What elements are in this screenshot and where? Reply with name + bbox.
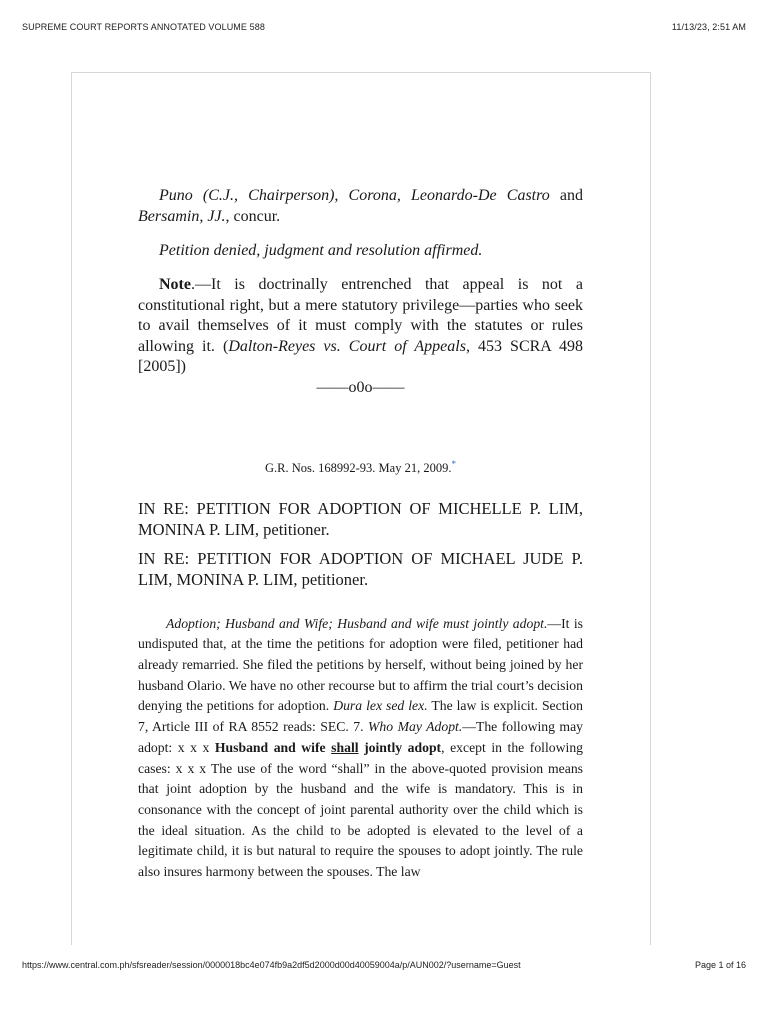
note-citation: Dalton-Reyes vs. Court of Appeals xyxy=(228,337,466,355)
note-label: Note xyxy=(159,276,191,293)
print-header-title: SUPREME COURT REPORTS ANNOTATED VOLUME 588 xyxy=(22,22,265,32)
case-caption-1: IN RE: PETITION FOR ADOPTION OF MICHELLE P. LIM, MONINA P. LIM, petitioner. xyxy=(138,498,583,539)
footnote-link[interactable]: * xyxy=(451,458,456,469)
section-separator: ——o0o—— xyxy=(316,378,405,396)
print-footer xyxy=(22,960,746,970)
print-header xyxy=(22,22,746,32)
syllabus-paragraph: Adoption; Husband and Wife; Husband and wife must jointly adopt.—It is undisputed that, at the time the petitions for adoption were filed, petitioner had already remarried. She filed the petitions by herself, without being joined by her husband Olario. We have no other recourse but to affirm the trial court’s decision denying the petitions for adoption. Dura lex sed lex. The law is explicit. Section 7, Article III of RA 8552 reads: SEC. 7. Who May Adopt.—The following may adopt: x x x Husband and wife shall jointly adopt, except in the following cases: x x x The use of the word “shall” in the above-quoted provision means that joint adoption by the husband and the wife is mandatory. This is in consonance with the concept of joint parental authority over the child which is the ideal situation. As the child to be adopted is elevated to the level of a legitimate child, it is but natural to require the spouses to adopt jointly. The rule also insures harmony between the spouses. The law xyxy=(138,615,584,880)
page-content xyxy=(138,185,583,883)
syllabus-topic: Adoption; Husband and Wife; Husband and wife must jointly adopt. xyxy=(166,615,548,631)
concurrence-paragraph: Puno (C.J., Chairperson), Corona, Leonardo-De Castro and Bersamin, JJ., concur. xyxy=(138,187,583,225)
gr-number: G.R. Nos. 168992-93. May 21, 2009.* xyxy=(265,458,456,475)
document-page xyxy=(71,72,651,945)
note-paragraph: Note.—It is doctrinally entrenched that appeal is not a constitutional right, but a mere statutory privilege—parties who seek to avail themselves of it must comply with the statutes or rules allowing it. (Dalton-Reyes vs. Court of Appeals, 453 SCRA 498 [2005]) xyxy=(138,276,584,375)
disposition: Petition denied, judgment and resolution affirmed. xyxy=(159,242,483,259)
print-footer-page-number: Page 1 of 16 xyxy=(694,960,746,970)
print-header-datetime: 11/13/23, 2:51 AM xyxy=(671,22,746,32)
case-caption-2: IN RE: PETITION FOR ADOPTION OF MICHAEL JUDE P. LIM, MONINA P. LIM, petitioner. xyxy=(138,548,583,589)
concur-justices-2: Bersamin, JJ. xyxy=(138,208,226,225)
print-footer-url: https://www.central.com.ph/sfsreader/session/0000018bc4e074fb9a2df5d2000d00d40059004a/p/AUN002/?username=Guest xyxy=(22,960,521,970)
concur-justices: Puno (C.J., Chairperson), Corona, Leonardo-De Castro xyxy=(159,187,550,204)
